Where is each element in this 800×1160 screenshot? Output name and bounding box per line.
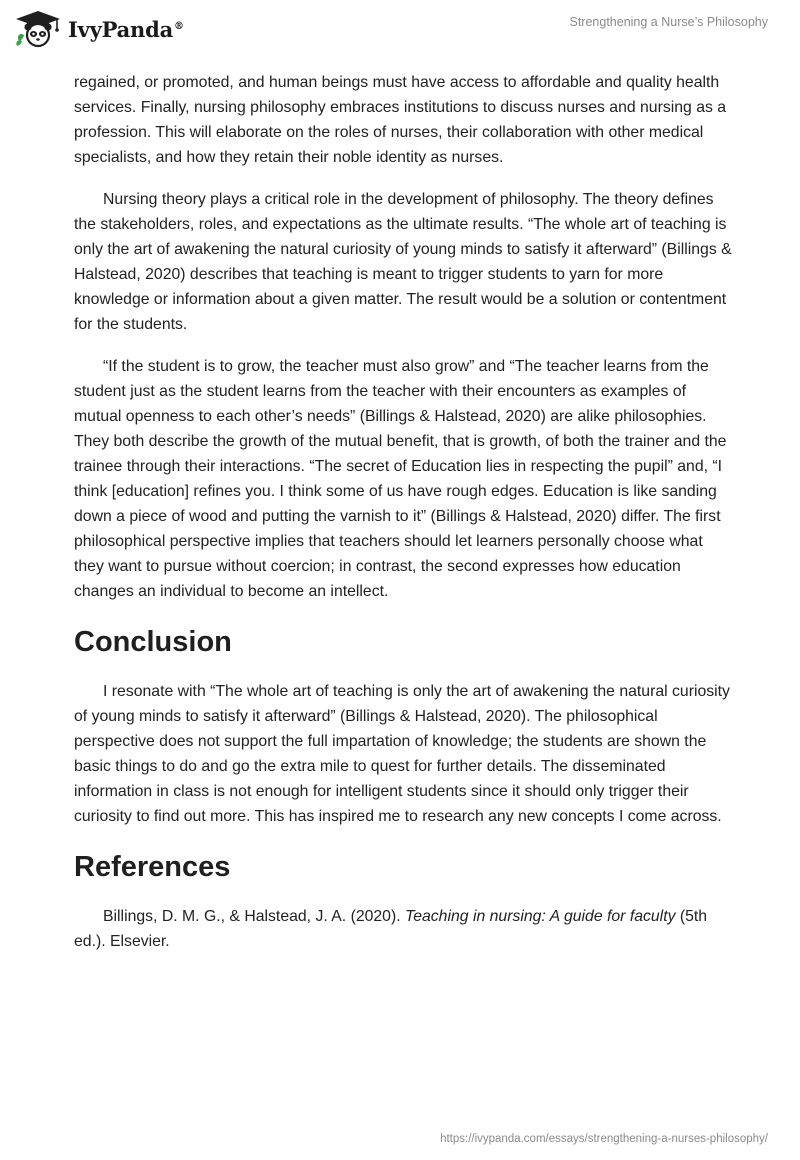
conclusion-heading: Conclusion	[74, 626, 232, 658]
footer-url[interactable]: https://ivypanda.com/essays/strengthening-a-nurses-philosophy/	[440, 1133, 768, 1145]
reference-rest: (5th ed.). Elsevier.	[74, 908, 708, 950]
ivypanda-logo[interactable]	[14, 10, 184, 48]
logo-wordmark	[68, 17, 184, 42]
reference-title: Teaching in nursing: A guide for faculty	[405, 908, 676, 925]
reference-entry	[74, 904, 734, 954]
paragraph-nursing-theory: Nursing theory plays a critical role in the development of philosophy. The theory defines the stakeholders, roles, and expectations as the ultimate results. “The whole art of teaching is only the art of awakening the natural curiosity of young minds to satisfy it afterward” (Billings & Halstead, 2020) describes that teaching is meant to trigger students to yarn for more knowledge or information about a given matter. The result would be a solution or contentment for the students.	[74, 191, 732, 333]
essay-content	[74, 70, 734, 971]
panda-graduate-icon	[14, 10, 62, 48]
paragraph-philosophies: “If the student is to grow, the teacher must also grow” and “The teacher learns from the student just as the student learns from the teacher with their encounters as examples of mutual openness to each other’s needs” (Billings & Halstead, 2020) are alike philosophies. They both describe the growth of the mutual benefit, that is growth, of both the trainer and the trainee through their interactions. “The secret of Education lies in respecting the pupil” and, “I think [education] refines you. I think some of us have rough edges. Education is like sanding down a piece of wood and putting the varnish to it” (Billings & Halstead, 2020) differ. The first philosophical perspective implies that teachers should let learners personally choose what they want to pursue without coercion; in contrast, the second expresses how education changes an individual to become an intellect.	[74, 358, 727, 600]
reference-authors: Billings, D. M. G., & Halstead, J. A. (2020).	[103, 908, 406, 925]
running-title: Strengthening a Nurse’s Philosophy	[569, 15, 768, 29]
page-header	[0, 0, 800, 60]
paragraph-continuation: regained, or promoted, and human beings must have access to affordable and quality health services. Finally, nursing philosophy embraces institutions to discuss nurses and nursing as a profession. This will elaborate on the roles of nurses, their collaboration with other medical specialists, and how they retain their noble identity as nurses.	[74, 74, 727, 166]
references-heading: References	[74, 851, 231, 883]
paragraph-conclusion: I resonate with “The whole art of teaching is only the art of awakening the natural curiosity of young minds to satisfy it afterward” (Billings & Halstead, 2020). The philosophical perspective does not support the full impartation of knowledge; the students are shown the basic things to do and go the extra mile to quest for further details. The disseminated information in class is not enough for intelligent students since it should only trigger their curiosity to find out more. This has inspired me to research any new concepts I come across.	[74, 683, 730, 825]
registered-mark: ®	[174, 20, 184, 32]
logo-text: IvyPanda	[68, 16, 174, 42]
